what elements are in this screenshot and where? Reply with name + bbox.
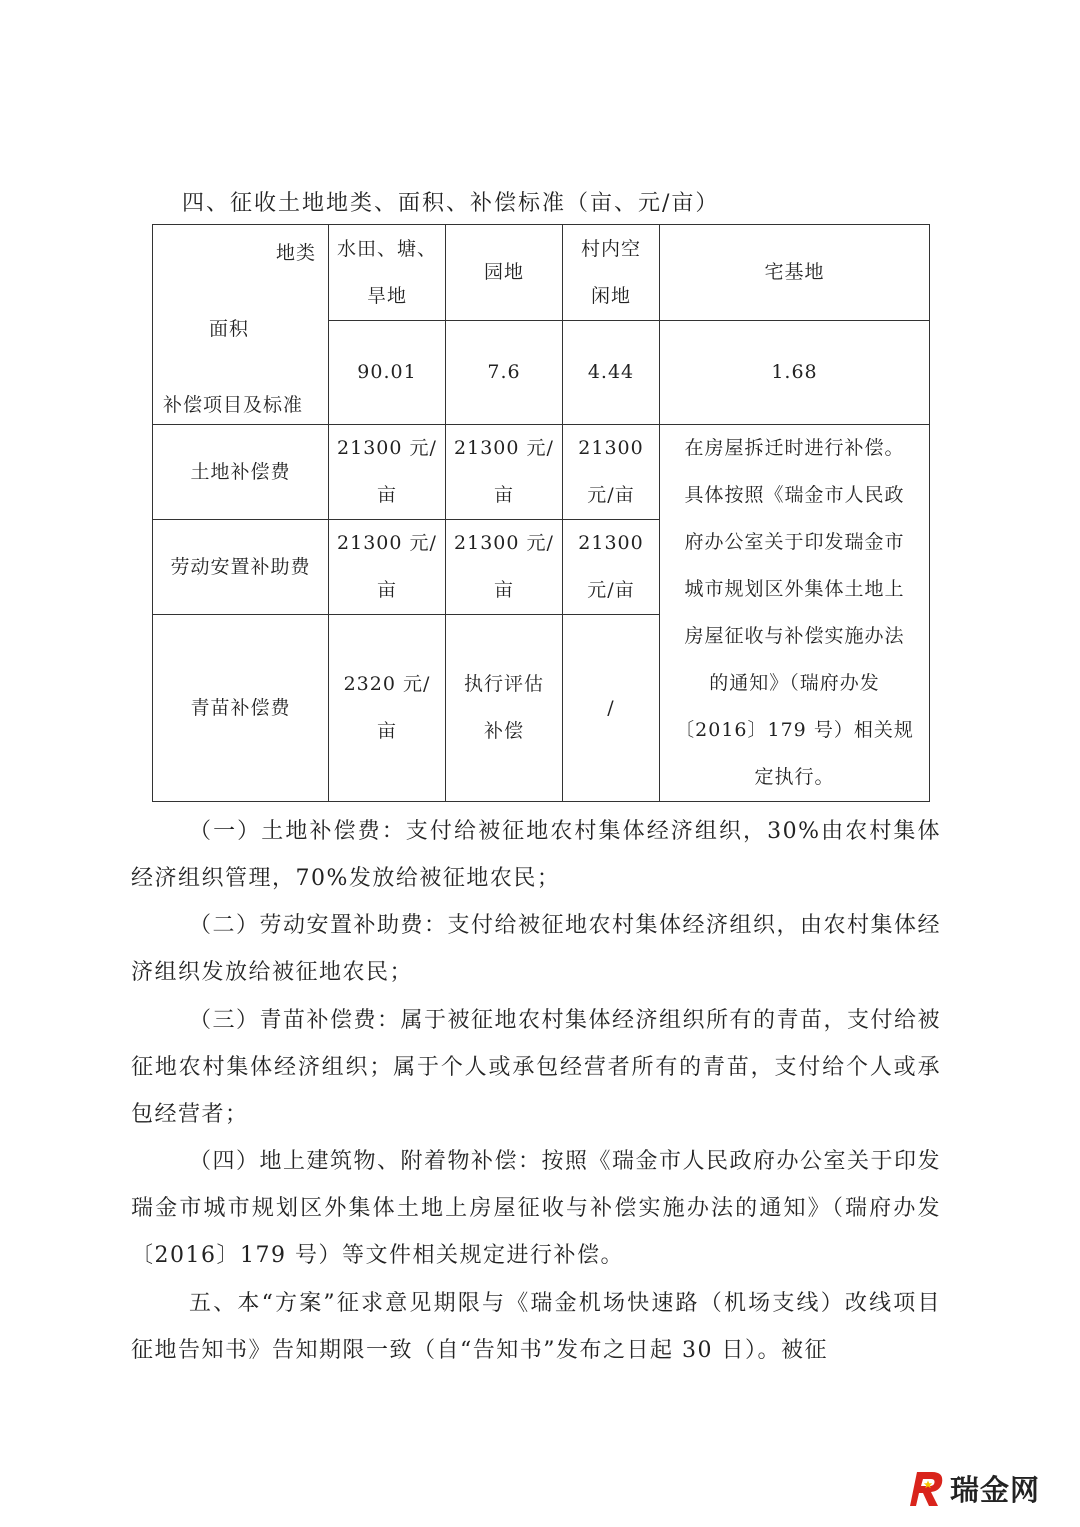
header-item-label: 补偿项目及标准 [163,394,304,416]
header-area-label: 面积 [209,318,250,340]
table-row [153,425,930,520]
header-corner-cell [153,225,329,425]
value-cell: 21300 元/ 亩 [446,425,563,520]
paragraph-crop-compensation: （三）青苗补偿费：属于被征地农村集体经济组织所有的青苗，支付给被征地农村集体经济组织；属于个人或承包经营者所有的青苗，支付给个人或承包经营者； [131,1008,942,1127]
land-type-cell: 水田、塘、 旱地 [329,225,446,321]
value-cell: 2320 元/ 亩 [329,615,446,802]
value-cell: 21300 元/亩 [563,520,660,615]
value-cell: 执行评估 补偿 [446,615,563,802]
land-type-cell: 宅基地 [660,225,930,321]
value-cell: 21300 元/亩 [563,425,660,520]
row-label: 劳动安置补助费 [153,520,329,615]
row-label: 青苗补偿费 [153,615,329,802]
table-row [153,225,930,321]
watermark-text: 瑞金网 [950,1472,1041,1507]
watermark-logo [904,1468,1040,1508]
compensation-table [152,224,930,802]
land-type-cell: 村内空 闲地 [563,225,660,321]
value-cell: 21300 元/ 亩 [329,520,446,615]
value-cell: 21300 元/ 亩 [329,425,446,520]
header-land-type-label: 地类 [275,242,316,264]
paragraph-comment-period: 五、本“方案”征求意见期限与《瑞金机场快速路（机场支线）改线项目征地告知书》告知期限一致（自“告知书”发布之日起 30 日）。被征 [131,1291,941,1363]
area-cell: 7.6 [446,321,563,425]
homestead-note-cell: 在房屋拆迁时进行补偿。 具体按照《瑞金市人民政 府办公室关于印发瑞金市 城市规划区外集体土地上 房屋征收与补偿实施办法 的通知》（瑞府办发 〔2016〕179 号）相关规 定执行。 [660,425,930,802]
red-r-star-logo-icon [904,1468,946,1508]
paragraph-building-compensation: （四）地上建筑物、附着物补偿：按照《瑞金市人民政府办公室关于印发瑞金市城市规划区外集体土地上房屋征收与补偿实施办法的通知》（瑞府办发〔2016〕179 号）等文件相关规定进行补偿。 [131,1149,942,1268]
area-cell: 1.68 [660,321,930,425]
section-heading: 四、征收土地地类、面积、补偿标准（亩、元/亩） [182,191,720,216]
value-cell: 21300 元/ 亩 [446,520,563,615]
paragraph-land-compensation: （一）土地补偿费：支付给被征地农村集体经济组织，30%由农村集体经济组织管理，70%发放给被征地农民； [131,819,941,891]
area-cell: 90.01 [329,321,446,425]
area-cell: 4.44 [563,321,660,425]
value-cell: / [563,615,660,802]
row-label: 土地补偿费 [153,425,329,520]
paragraph-labor-subsidy: （二）劳动安置补助费：支付给被征地农村集体经济组织，由农村集体经济组织发放给被征地农民； [131,913,942,985]
land-type-cell: 园地 [446,225,563,321]
